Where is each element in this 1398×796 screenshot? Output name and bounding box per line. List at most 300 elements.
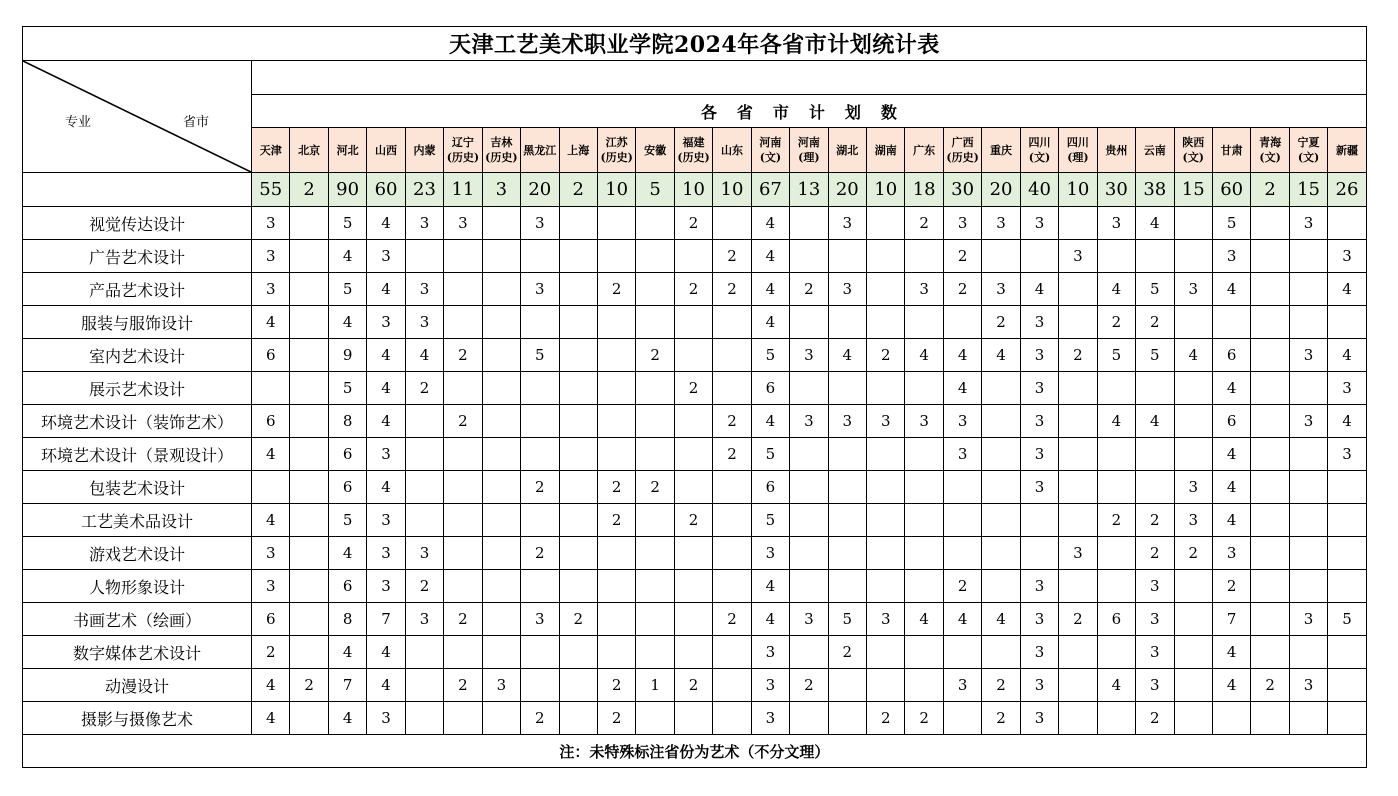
plan-value (482, 207, 520, 240)
province-header: 山西 (367, 128, 405, 173)
province-header: 江苏 (历史) (597, 128, 635, 173)
plan-value (290, 636, 328, 669)
plan-value (444, 702, 482, 735)
plan-value: 4 (328, 537, 366, 570)
plan-value (867, 669, 905, 702)
plan-value: 4 (1174, 339, 1212, 372)
plan-value: 4 (252, 669, 290, 702)
plan-value: 3 (1328, 438, 1366, 471)
plan-value (1251, 306, 1289, 339)
plan-value (597, 603, 635, 636)
plan-value: 4 (751, 570, 789, 603)
plan-value: 3 (828, 207, 866, 240)
plan-value (790, 306, 828, 339)
plan-value: 4 (1212, 438, 1250, 471)
plan-value (559, 471, 597, 504)
plan-value (674, 438, 712, 471)
plan-value (1059, 207, 1097, 240)
plan-value (1059, 702, 1097, 735)
plan-value: 4 (751, 207, 789, 240)
table-row (23, 669, 1367, 702)
province-row-label: 省市 (183, 115, 210, 130)
major-name: 环境艺术设计（装饰艺术） (23, 405, 252, 438)
plan-value: 3 (367, 240, 405, 273)
page-title: 天津工艺美术职业学院2024年各省市计划统计表 (23, 27, 1367, 61)
plan-value: 4 (751, 240, 789, 273)
plan-value (867, 537, 905, 570)
plan-value (1020, 537, 1058, 570)
plan-value (1251, 636, 1289, 669)
plan-value (713, 702, 751, 735)
table-row (23, 240, 1367, 273)
plan-value (674, 702, 712, 735)
major-name: 人物形象设计 (23, 570, 252, 603)
plan-value (982, 240, 1020, 273)
plan-value: 4 (1136, 405, 1174, 438)
plan-value: 2 (1136, 504, 1174, 537)
plan-value: 4 (252, 306, 290, 339)
province-total: 20 (521, 173, 559, 207)
province-header: 内蒙 (405, 128, 443, 173)
plan-value: 6 (252, 405, 290, 438)
plan-value (290, 405, 328, 438)
plan-value (597, 636, 635, 669)
plan-value (867, 471, 905, 504)
province-total: 20 (828, 173, 866, 207)
plan-value: 4 (943, 339, 981, 372)
province-header: 甘肃 (1212, 128, 1250, 173)
plan-value (559, 306, 597, 339)
plan-value (828, 702, 866, 735)
plan-value: 4 (367, 372, 405, 405)
plan-value (674, 636, 712, 669)
plan-value (713, 570, 751, 603)
plan-value: 2 (828, 636, 866, 669)
plan-value: 4 (1328, 339, 1366, 372)
plan-value (1059, 306, 1097, 339)
plan-value (828, 471, 866, 504)
plan-value (1328, 669, 1366, 702)
plan-value (597, 339, 635, 372)
plan-value (252, 372, 290, 405)
plan-value: 2 (521, 702, 559, 735)
plan-value: 3 (1289, 669, 1327, 702)
plan-value: 3 (1136, 669, 1174, 702)
plan-value (290, 570, 328, 603)
province-header: 辽宁 (历史) (444, 128, 482, 173)
plan-value: 3 (367, 537, 405, 570)
plan-value (905, 438, 943, 471)
plan-value: 2 (1174, 537, 1212, 570)
plan-value: 4 (1212, 471, 1250, 504)
province-header: 安徽 (636, 128, 674, 173)
plan-value (674, 306, 712, 339)
plan-value: 2 (943, 570, 981, 603)
province-total: 13 (790, 173, 828, 207)
plan-value (482, 471, 520, 504)
plan-value: 3 (1136, 636, 1174, 669)
plan-value: 2 (982, 306, 1020, 339)
province-header: 贵州 (1097, 128, 1135, 173)
table-row (23, 372, 1367, 405)
plan-value: 5 (328, 504, 366, 537)
plan-value (790, 471, 828, 504)
plan-value: 4 (1136, 207, 1174, 240)
plan-value (597, 240, 635, 273)
plan-value (1174, 438, 1212, 471)
plan-value (1174, 240, 1212, 273)
plan-value: 2 (867, 702, 905, 735)
plan-value (1136, 240, 1174, 273)
plan-value: 3 (751, 702, 789, 735)
plan-value (290, 372, 328, 405)
plan-value (713, 504, 751, 537)
plan-value (1328, 636, 1366, 669)
plan-value (713, 372, 751, 405)
plan-value: 2 (290, 669, 328, 702)
plan-value (1289, 306, 1327, 339)
plan-value (828, 669, 866, 702)
plan-value (290, 339, 328, 372)
province-total: 15 (1174, 173, 1212, 207)
province-total: 26 (1328, 173, 1366, 207)
plan-value: 6 (328, 570, 366, 603)
plan-value: 3 (982, 207, 1020, 240)
plan-value: 3 (1020, 438, 1058, 471)
plan-value (828, 504, 866, 537)
province-header: 湖北 (828, 128, 866, 173)
province-total: 67 (751, 173, 789, 207)
plan-value (1020, 240, 1058, 273)
plan-value: 2 (674, 669, 712, 702)
plan-value: 4 (982, 603, 1020, 636)
plan-value (559, 702, 597, 735)
plan-value (521, 240, 559, 273)
table-row (23, 438, 1367, 471)
plan-value (713, 669, 751, 702)
plan-value: 4 (943, 372, 981, 405)
plan-value: 4 (1212, 636, 1250, 669)
plan-value (1289, 273, 1327, 306)
plan-value (943, 636, 981, 669)
plan-value: 4 (367, 669, 405, 702)
province-header: 陕西 (文) (1174, 128, 1212, 173)
province-total: 15 (1289, 173, 1327, 207)
plan-value (1289, 570, 1327, 603)
plan-value (1289, 504, 1327, 537)
plan-value: 2 (444, 669, 482, 702)
province-total: 10 (674, 173, 712, 207)
major-name: 视觉传达设计 (23, 207, 252, 240)
plan-value: 4 (751, 405, 789, 438)
plan-value (1097, 372, 1135, 405)
plan-value (713, 207, 751, 240)
totals-row (23, 173, 1367, 207)
plan-value: 3 (1174, 273, 1212, 306)
major-name: 游戏艺术设计 (23, 537, 252, 570)
province-header: 河南 (理) (790, 128, 828, 173)
plan-value (905, 669, 943, 702)
plan-value (905, 504, 943, 537)
plan-value: 4 (367, 273, 405, 306)
plan-value: 5 (328, 273, 366, 306)
plan-value: 2 (1097, 504, 1135, 537)
plan-value: 3 (1289, 207, 1327, 240)
plan-value: 5 (328, 207, 366, 240)
province-total: 30 (943, 173, 981, 207)
plan-value (1251, 471, 1289, 504)
plan-value (1251, 603, 1289, 636)
plan-value (1251, 240, 1289, 273)
plan-value (674, 570, 712, 603)
plan-value: 3 (252, 207, 290, 240)
province-total: 30 (1097, 173, 1135, 207)
province-header: 北京 (290, 128, 328, 173)
plan-value (405, 669, 443, 702)
province-header: 山东 (713, 128, 751, 173)
plan-value (713, 636, 751, 669)
plan-value (559, 240, 597, 273)
plan-value: 3 (367, 702, 405, 735)
plan-value: 2 (444, 405, 482, 438)
plan-value (444, 273, 482, 306)
plan-value (943, 537, 981, 570)
plan-value (905, 471, 943, 504)
plan-value: 4 (367, 339, 405, 372)
plan-value (290, 504, 328, 537)
plan-value (905, 240, 943, 273)
plan-value (482, 438, 520, 471)
province-total: 10 (597, 173, 635, 207)
plan-value: 4 (828, 339, 866, 372)
plan-value: 7 (328, 669, 366, 702)
plan-value (905, 372, 943, 405)
plan-value: 3 (790, 603, 828, 636)
plan-value (559, 405, 597, 438)
plan-value (1251, 570, 1289, 603)
plan-value: 4 (405, 339, 443, 372)
plan-value: 4 (328, 240, 366, 273)
plan-value (482, 240, 520, 273)
plan-value: 3 (828, 405, 866, 438)
plan-value (1251, 273, 1289, 306)
major-name: 产品艺术设计 (23, 273, 252, 306)
plan-value (482, 603, 520, 636)
plan-value (1251, 438, 1289, 471)
plan-value: 3 (1020, 306, 1058, 339)
plan-value: 3 (1328, 240, 1366, 273)
plan-value (1289, 438, 1327, 471)
plan-value: 6 (1212, 339, 1250, 372)
plan-value (559, 570, 597, 603)
plan-value (290, 702, 328, 735)
plan-value: 2 (1136, 306, 1174, 339)
plan-value: 4 (1097, 669, 1135, 702)
plan-value: 2 (597, 504, 635, 537)
plan-value (1059, 570, 1097, 603)
major-column-label: 专业 (65, 115, 92, 130)
province-total: 11 (444, 173, 482, 207)
plan-value (1328, 504, 1366, 537)
table-row (23, 339, 1367, 372)
plan-value (790, 438, 828, 471)
plan-value (1212, 306, 1250, 339)
plan-value: 6 (328, 471, 366, 504)
plan-value (482, 570, 520, 603)
plan-value: 3 (1289, 339, 1327, 372)
table-row (23, 603, 1367, 636)
plan-value (1251, 504, 1289, 537)
plan-value: 3 (521, 603, 559, 636)
plan-value (790, 240, 828, 273)
province-header: 宁夏 (文) (1289, 128, 1327, 173)
plan-value (636, 438, 674, 471)
plan-value (559, 669, 597, 702)
plan-value (482, 339, 520, 372)
plan-value (1174, 702, 1212, 735)
plan-value (405, 504, 443, 537)
plan-value: 2 (943, 240, 981, 273)
province-total: 40 (1020, 173, 1058, 207)
plan-value: 2 (674, 207, 712, 240)
plan-value (943, 471, 981, 504)
plan-value (1059, 636, 1097, 669)
plan-value (636, 603, 674, 636)
plan-value (597, 306, 635, 339)
plan-value (597, 438, 635, 471)
plan-value: 3 (367, 306, 405, 339)
plan-value (982, 438, 1020, 471)
plan-value (1097, 570, 1135, 603)
plan-value: 2 (1251, 669, 1289, 702)
plan-value (482, 405, 520, 438)
major-name: 数字媒体艺术设计 (23, 636, 252, 669)
plan-value (828, 537, 866, 570)
plan-value: 3 (405, 207, 443, 240)
plan-value (713, 471, 751, 504)
plan-value: 2 (674, 504, 712, 537)
plan-value (943, 306, 981, 339)
major-name: 环境艺术设计（景观设计） (23, 438, 252, 471)
plan-value (828, 372, 866, 405)
plan-value: 6 (1212, 405, 1250, 438)
plan-value (559, 504, 597, 537)
plan-value (1059, 669, 1097, 702)
plan-value: 3 (751, 669, 789, 702)
plan-value (1059, 438, 1097, 471)
plan-value (1136, 471, 1174, 504)
province-total: 10 (713, 173, 751, 207)
province-total: 38 (1136, 173, 1174, 207)
plan-value (867, 240, 905, 273)
plan-value: 4 (751, 603, 789, 636)
plan-value: 4 (905, 339, 943, 372)
plan-value: 4 (1212, 504, 1250, 537)
table-row (23, 207, 1367, 240)
plan-value: 3 (943, 438, 981, 471)
province-total: 2 (1251, 173, 1289, 207)
plan-value (713, 537, 751, 570)
plan-value: 3 (905, 405, 943, 438)
province-header: 吉林 (历史) (482, 128, 520, 173)
plan-value: 3 (867, 405, 905, 438)
plan-value (790, 207, 828, 240)
plan-value (790, 636, 828, 669)
plan-value: 2 (713, 438, 751, 471)
plan-value (559, 273, 597, 306)
plan-value (867, 570, 905, 603)
plan-value: 2 (597, 702, 635, 735)
blank-header-cell (252, 61, 1367, 95)
plan-value (444, 306, 482, 339)
plan-value: 2 (1097, 306, 1135, 339)
plan-value (828, 438, 866, 471)
major-name: 动漫设计 (23, 669, 252, 702)
plan-value (636, 405, 674, 438)
plan-value: 4 (1020, 273, 1058, 306)
plan-value: 4 (1212, 669, 1250, 702)
plan-value (1174, 669, 1212, 702)
plan-value: 2 (1059, 603, 1097, 636)
plan-value: 6 (751, 372, 789, 405)
plan-value: 3 (1059, 240, 1097, 273)
plan-value (1136, 372, 1174, 405)
plan-value: 2 (444, 603, 482, 636)
plan-value: 8 (328, 405, 366, 438)
plan-value (790, 537, 828, 570)
major-name: 工艺美术品设计 (23, 504, 252, 537)
plan-value (674, 471, 712, 504)
plan-value: 3 (1020, 603, 1058, 636)
plan-value: 3 (521, 207, 559, 240)
plan-value: 3 (252, 273, 290, 306)
plan-value (943, 702, 981, 735)
plan-value: 3 (1328, 372, 1366, 405)
plan-value: 2 (713, 240, 751, 273)
plan-value: 4 (367, 405, 405, 438)
plan-value (674, 537, 712, 570)
plan-value (405, 471, 443, 504)
province-header: 河南 (文) (751, 128, 789, 173)
plan-value: 4 (367, 636, 405, 669)
plan-value (1097, 240, 1135, 273)
plan-value: 2 (905, 702, 943, 735)
plan-value: 2 (790, 273, 828, 306)
table-row (23, 405, 1367, 438)
plan-value (444, 372, 482, 405)
plan-value (636, 636, 674, 669)
corner-header (23, 61, 252, 173)
province-total: 60 (367, 173, 405, 207)
plan-value (521, 504, 559, 537)
plan-value: 3 (1174, 504, 1212, 537)
plan-value (943, 504, 981, 537)
plan-value: 1 (636, 669, 674, 702)
plan-value (867, 636, 905, 669)
plan-value (982, 405, 1020, 438)
plan-value (636, 306, 674, 339)
plan-value: 6 (328, 438, 366, 471)
plan-value (867, 504, 905, 537)
plan-value: 2 (790, 669, 828, 702)
plan-value: 2 (1059, 339, 1097, 372)
province-header: 河北 (328, 128, 366, 173)
plan-value: 4 (1097, 273, 1135, 306)
plan-value (482, 537, 520, 570)
plan-value: 7 (1212, 603, 1250, 636)
province-total: 90 (328, 173, 366, 207)
province-header: 重庆 (982, 128, 1020, 173)
